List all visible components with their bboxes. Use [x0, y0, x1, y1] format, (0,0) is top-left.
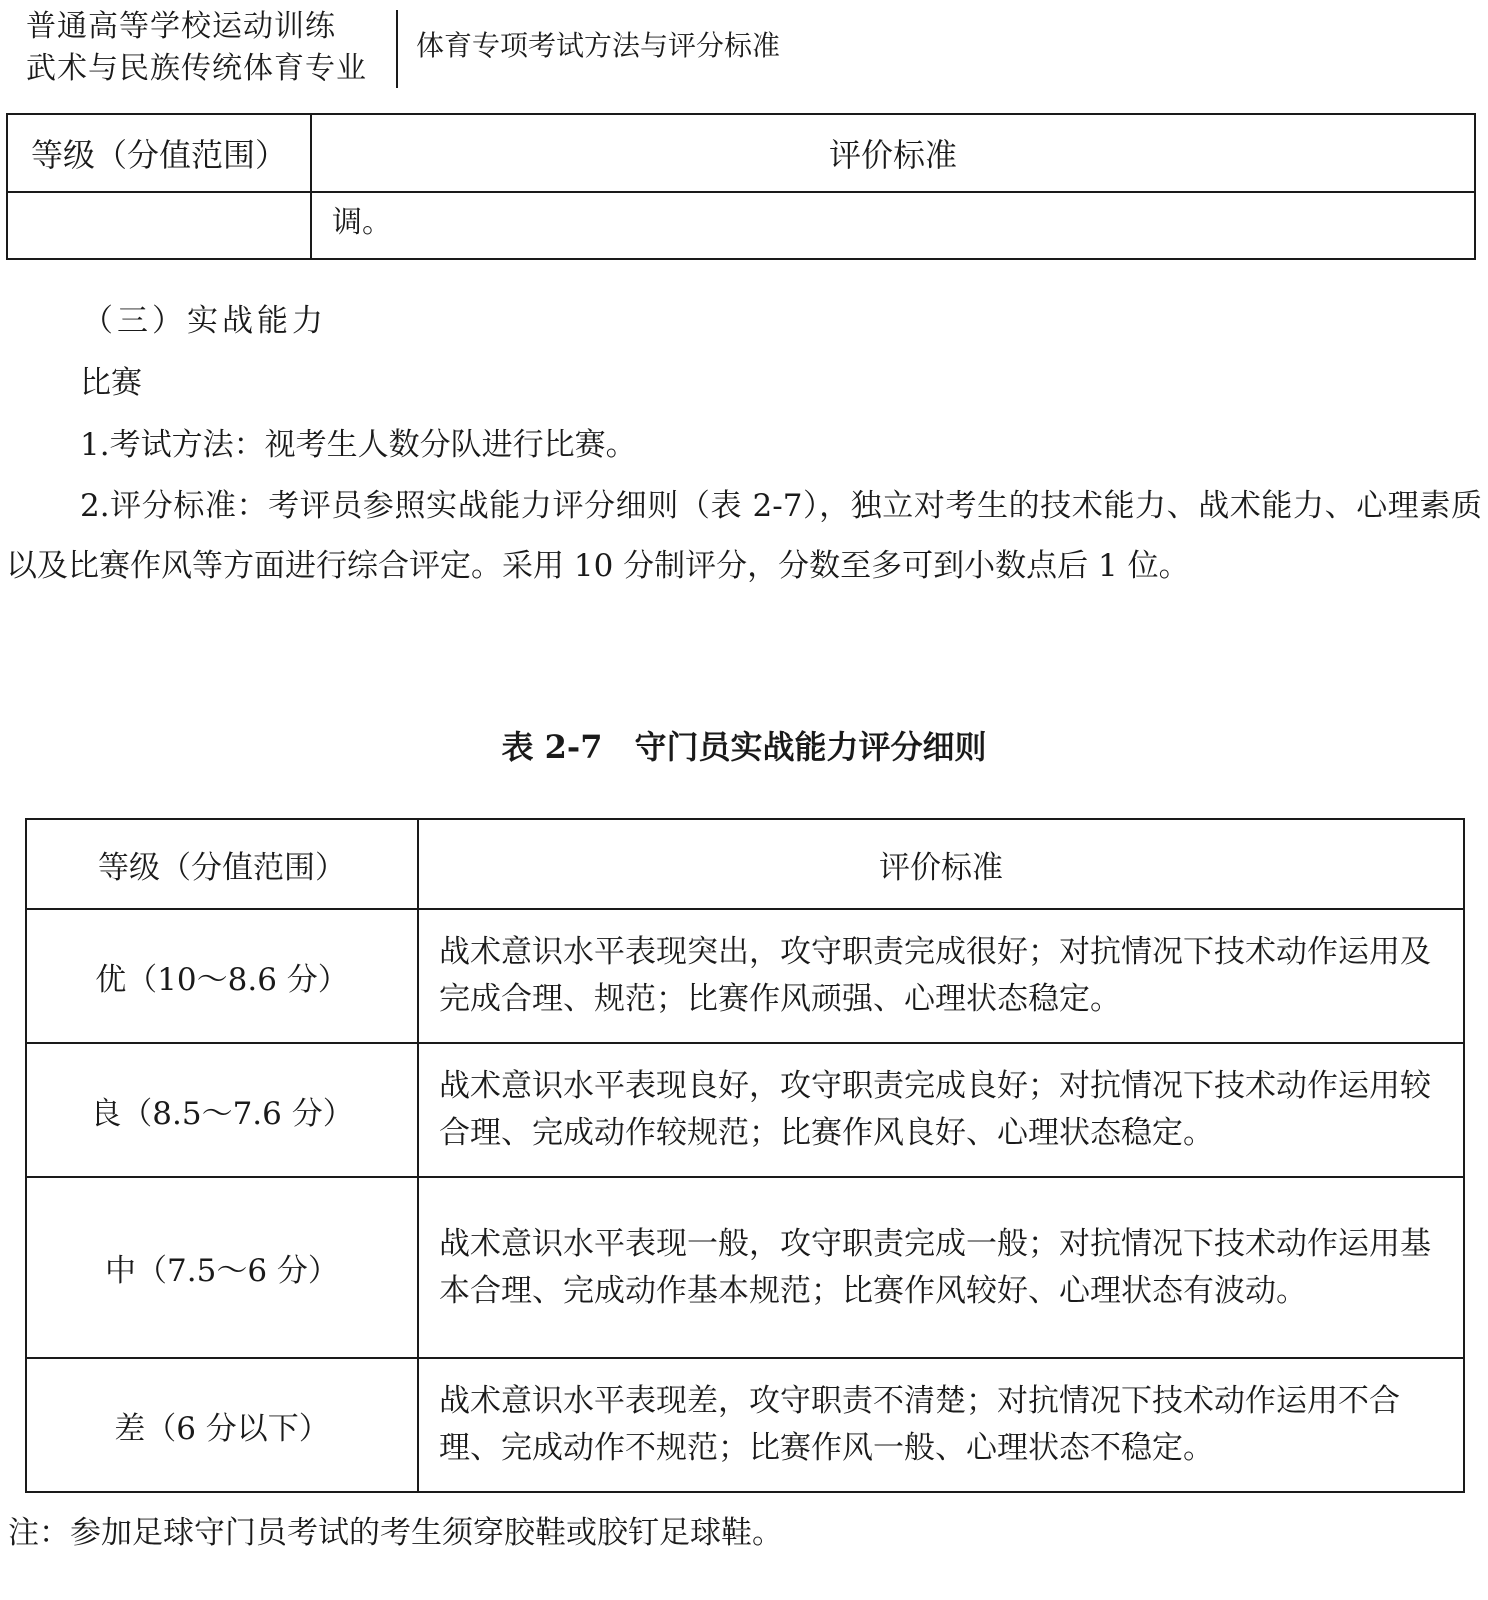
header-divider — [396, 10, 398, 88]
continued-criteria-table — [6, 113, 1476, 260]
page-header — [26, 6, 926, 86]
table-row — [26, 1358, 1464, 1492]
table-header-row — [7, 114, 1475, 192]
header-left-title — [26, 6, 386, 90]
exam-method-paragraph: 1.考试方法：视考生人数分队进行比赛。 — [80, 427, 637, 463]
header-right-title: 体育专项考试方法与评分标准 — [416, 29, 781, 62]
cell-grade: 中（7.5～6 分） — [26, 1177, 418, 1358]
goalkeeper-scoring-table — [25, 818, 1465, 1493]
table-row — [7, 192, 1475, 259]
footnote: 注：参加足球守门员考试的考生须穿胶鞋或胶钉足球鞋。 — [8, 1515, 783, 1551]
table-row — [26, 1043, 1464, 1177]
scoring-criteria-paragraph: 2.评分标准：考评员参照实战能力评分细则（表 2-7），独立对考生的技术能力、战术能力、心理素质以及比赛作风等方面进行综合评定。采用 10 分制评分，分数至多可到小数点后 1 位。 — [6, 488, 1482, 584]
cell-criteria: 调。 — [311, 192, 1475, 259]
table-header-row — [26, 819, 1464, 909]
column-header-grade: 等级（分值范围） — [26, 819, 418, 909]
column-header-grade: 等级（分值范围） — [7, 114, 311, 192]
column-header-criteria: 评价标准 — [311, 114, 1475, 192]
column-header-criteria: 评价标准 — [418, 819, 1464, 909]
cell-criteria: 战术意识水平表现一般，攻守职责完成一般；对抗情况下技术动作运用基本合理、完成动作基本规范；比赛作风较好、心理状态有波动。 — [418, 1177, 1464, 1358]
cell-grade: 优（10～8.6 分） — [26, 909, 418, 1043]
header-left-line2: 武术与民族传统体育专业 — [26, 51, 367, 86]
cell-criteria: 战术意识水平表现差，攻守职责不清楚；对抗情况下技术动作运用不合理、完成动作不规范；比赛作风一般、心理状态不稳定。 — [418, 1358, 1464, 1492]
cell-grade — [7, 192, 311, 259]
header-left-line1: 普通高等学校运动训练 — [26, 9, 336, 44]
section-heading: （三）实战能力 — [82, 303, 327, 339]
cell-criteria: 战术意识水平表现突出，攻守职责完成很好；对抗情况下技术动作运用及完成合理、规范；比赛作风顽强、心理状态稳定。 — [418, 909, 1464, 1043]
cell-grade: 差（6 分以下） — [26, 1358, 418, 1492]
cell-criteria: 战术意识水平表现良好，攻守职责完成良好；对抗情况下技术动作运用较合理、完成动作较规范；比赛作风良好、心理状态稳定。 — [418, 1043, 1464, 1177]
table-row — [26, 1177, 1464, 1358]
table-row — [26, 909, 1464, 1043]
table-caption: 表 2-7 守门员实战能力评分细则 — [501, 728, 987, 766]
section-subheading: 比赛 — [80, 365, 142, 401]
cell-grade: 良（8.5～7.6 分） — [26, 1043, 418, 1177]
